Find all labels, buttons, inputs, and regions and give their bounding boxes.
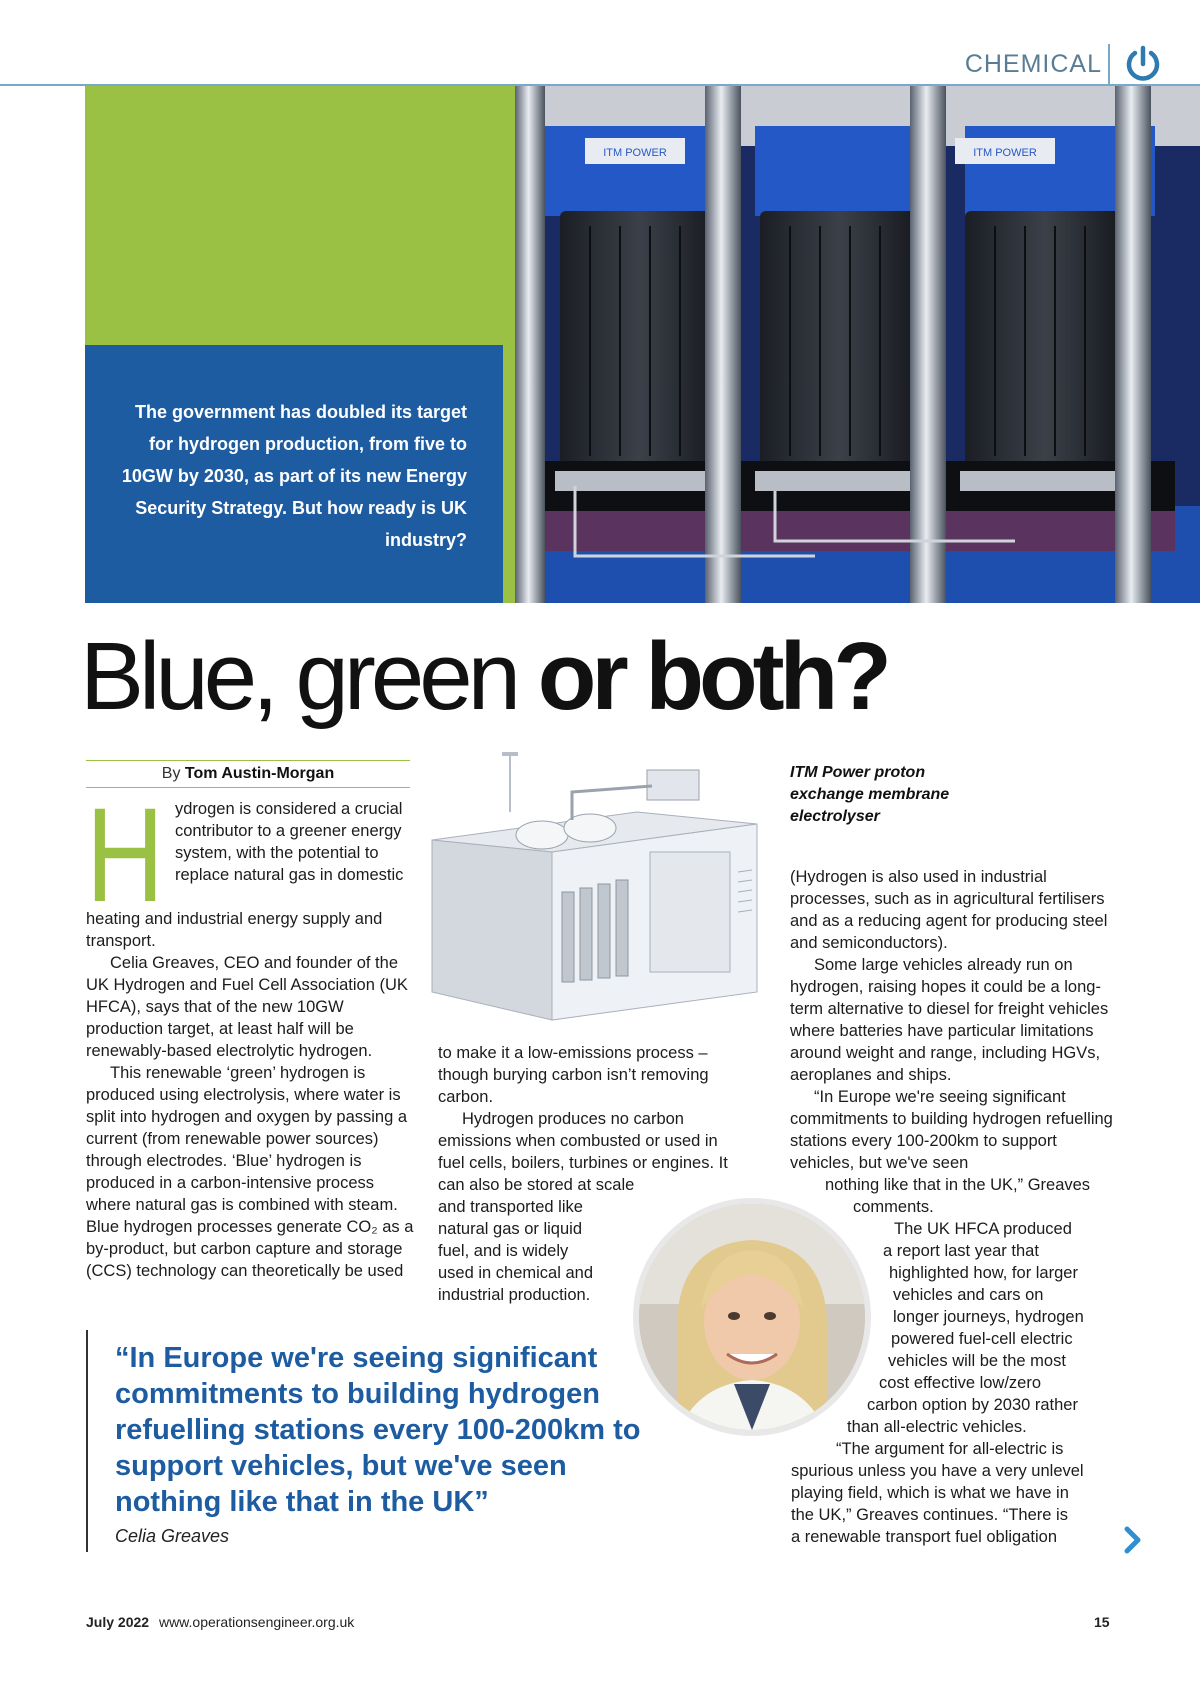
header-divider [1108, 44, 1110, 84]
body-col1 [86, 908, 416, 1282]
text-line: a report last year that [883, 1242, 1039, 1260]
green-panel [85, 86, 515, 346]
photo-label-left: ITM POWER [603, 147, 667, 159]
paragraph: Some large vehicles already run on hydrogen, raising hopes it could be a long-term alternative to diesel for freight vehicles where batteries have particular limitations around weight and range, including HGVs, aeroplanes and ships. [790, 956, 1109, 1084]
dropcap-letter: H [86, 805, 164, 905]
portrait-photo [633, 1198, 871, 1436]
electrolyser-stack-illustration [515, 86, 1200, 603]
issue-date: July 2022 [86, 1614, 150, 1630]
text-line: used in chemical and [438, 1264, 594, 1282]
text-line: a renewable transport fuel obligation [791, 1528, 1058, 1546]
text-line: vehicles will be the most [888, 1352, 1066, 1370]
green-accent-strip [503, 345, 515, 603]
paragraph: (Hydrogen is also used in industrial processes, such as in agricultural fertilisers and as a reducing agent for producing steel and semiconductors). [790, 868, 1108, 952]
paragraph: “In Europe we're seeing significant commitments to building hydrogen refuelling stations every 100-200km to support vehicles, but we've seen [790, 1088, 1113, 1172]
section-label: CHEMICAL [964, 50, 1102, 78]
text-line: natural gas or liquid [438, 1220, 583, 1238]
power-icon [1124, 44, 1162, 84]
text-line: cost effective low/zero [879, 1374, 1042, 1392]
text-line: vehicles and cars on [893, 1286, 1044, 1304]
pull-quote-rule [86, 1330, 88, 1552]
standfirst: The government has doubled its target for hydrogen production, from five to 10GW by 2030, as part of its new Energy Security Strategy. But how ready is UK industry? [121, 402, 467, 550]
electrolyser-container-image [422, 752, 762, 1027]
body-col1-opening: ydrogen is considered a crucial contributor to a greener energy system, with the potential to replace natural gas in domestic [175, 800, 404, 884]
text-line: than all-electric vehicles. [847, 1418, 1027, 1436]
byline [86, 760, 410, 788]
footer-info [86, 1614, 354, 1630]
text-line: the UK,” Greaves continues. “There is [791, 1506, 1068, 1524]
text-line: “The argument for all-electric is [836, 1440, 1064, 1458]
text-line: highlighted how, for larger [889, 1264, 1078, 1282]
byline-prefix: By [161, 765, 181, 782]
chevron-right-icon[interactable] [1124, 1526, 1142, 1554]
byline-author: Tom Austin-Morgan [184, 765, 335, 782]
text-line: comments. [853, 1198, 934, 1216]
paragraph: Hydrogen produces no carbon emissions when combusted or used in fuel cells, boilers, turbines or engines. It can also be stored at scale [438, 1110, 728, 1194]
text-line: playing field, which is what we have in [791, 1484, 1069, 1502]
website-link[interactable]: www.operationsengineer.org.uk [158, 1614, 355, 1630]
text-line: The UK HFCA produced [894, 1220, 1072, 1238]
body-col3 [790, 866, 1120, 1174]
text-line: fuel, and is widely [438, 1242, 569, 1260]
pull-quote-attribution: Celia Greaves [115, 1526, 230, 1546]
photo-label-right: ITM POWER [973, 147, 1037, 159]
portrait-illustration [639, 1204, 865, 1430]
headline [80, 622, 887, 732]
text-line: spurious unless you have a very unlevel [791, 1462, 1084, 1480]
text-line: longer journeys, hydrogen [893, 1308, 1084, 1326]
hero-photo [515, 86, 1200, 603]
text-line: powered fuel-cell electric [891, 1330, 1073, 1348]
page-number: 15 [1094, 1614, 1110, 1630]
image-caption: ITM Power proton exchange membrane electrolyser [790, 764, 950, 825]
text-line: nothing like that in the UK,” Greaves [825, 1176, 1091, 1194]
text-line: carbon option by 2030 rather [867, 1396, 1078, 1414]
dropcap [86, 805, 164, 905]
paragraph: to make it a low-emissions process – though burying carbon isn’t removing carbon. [438, 1044, 709, 1106]
paragraph: This renewable ‘green’ hydrogen is produced using electrolysis, where water is split into hydrogen and oxygen by passing a current (from renewable power sources) through electrodes. ‘Blue’ hydrogen is produced in a carbon-intensive process where natural gas is combined with steam. Blue hydrogen processes generate CO₂ as a by-product, but carbon capture and storage (CCS) technology can theoretically be used [86, 1064, 414, 1280]
paragraph: Celia Greaves, CEO and founder of the UK Hydrogen and Fuel Cell Association (UK HFCA), says that of the new 10GW production target, at least half will be renewably-based electrolytic hydrogen. [86, 954, 408, 1060]
headline-bold: or both? [537, 623, 887, 730]
headline-light: Blue, green [80, 623, 517, 730]
pull-quote: “In Europe we're seeing significant commitments to building hydrogen refuelling stations every 100-200km to support vehicles, but we've seen nothing like that in the UK” [115, 1342, 641, 1518]
paragraph: heating and industrial energy supply and transport. [86, 910, 383, 950]
text-line: industrial production. [438, 1286, 591, 1304]
text-line: and transported like [438, 1198, 583, 1216]
